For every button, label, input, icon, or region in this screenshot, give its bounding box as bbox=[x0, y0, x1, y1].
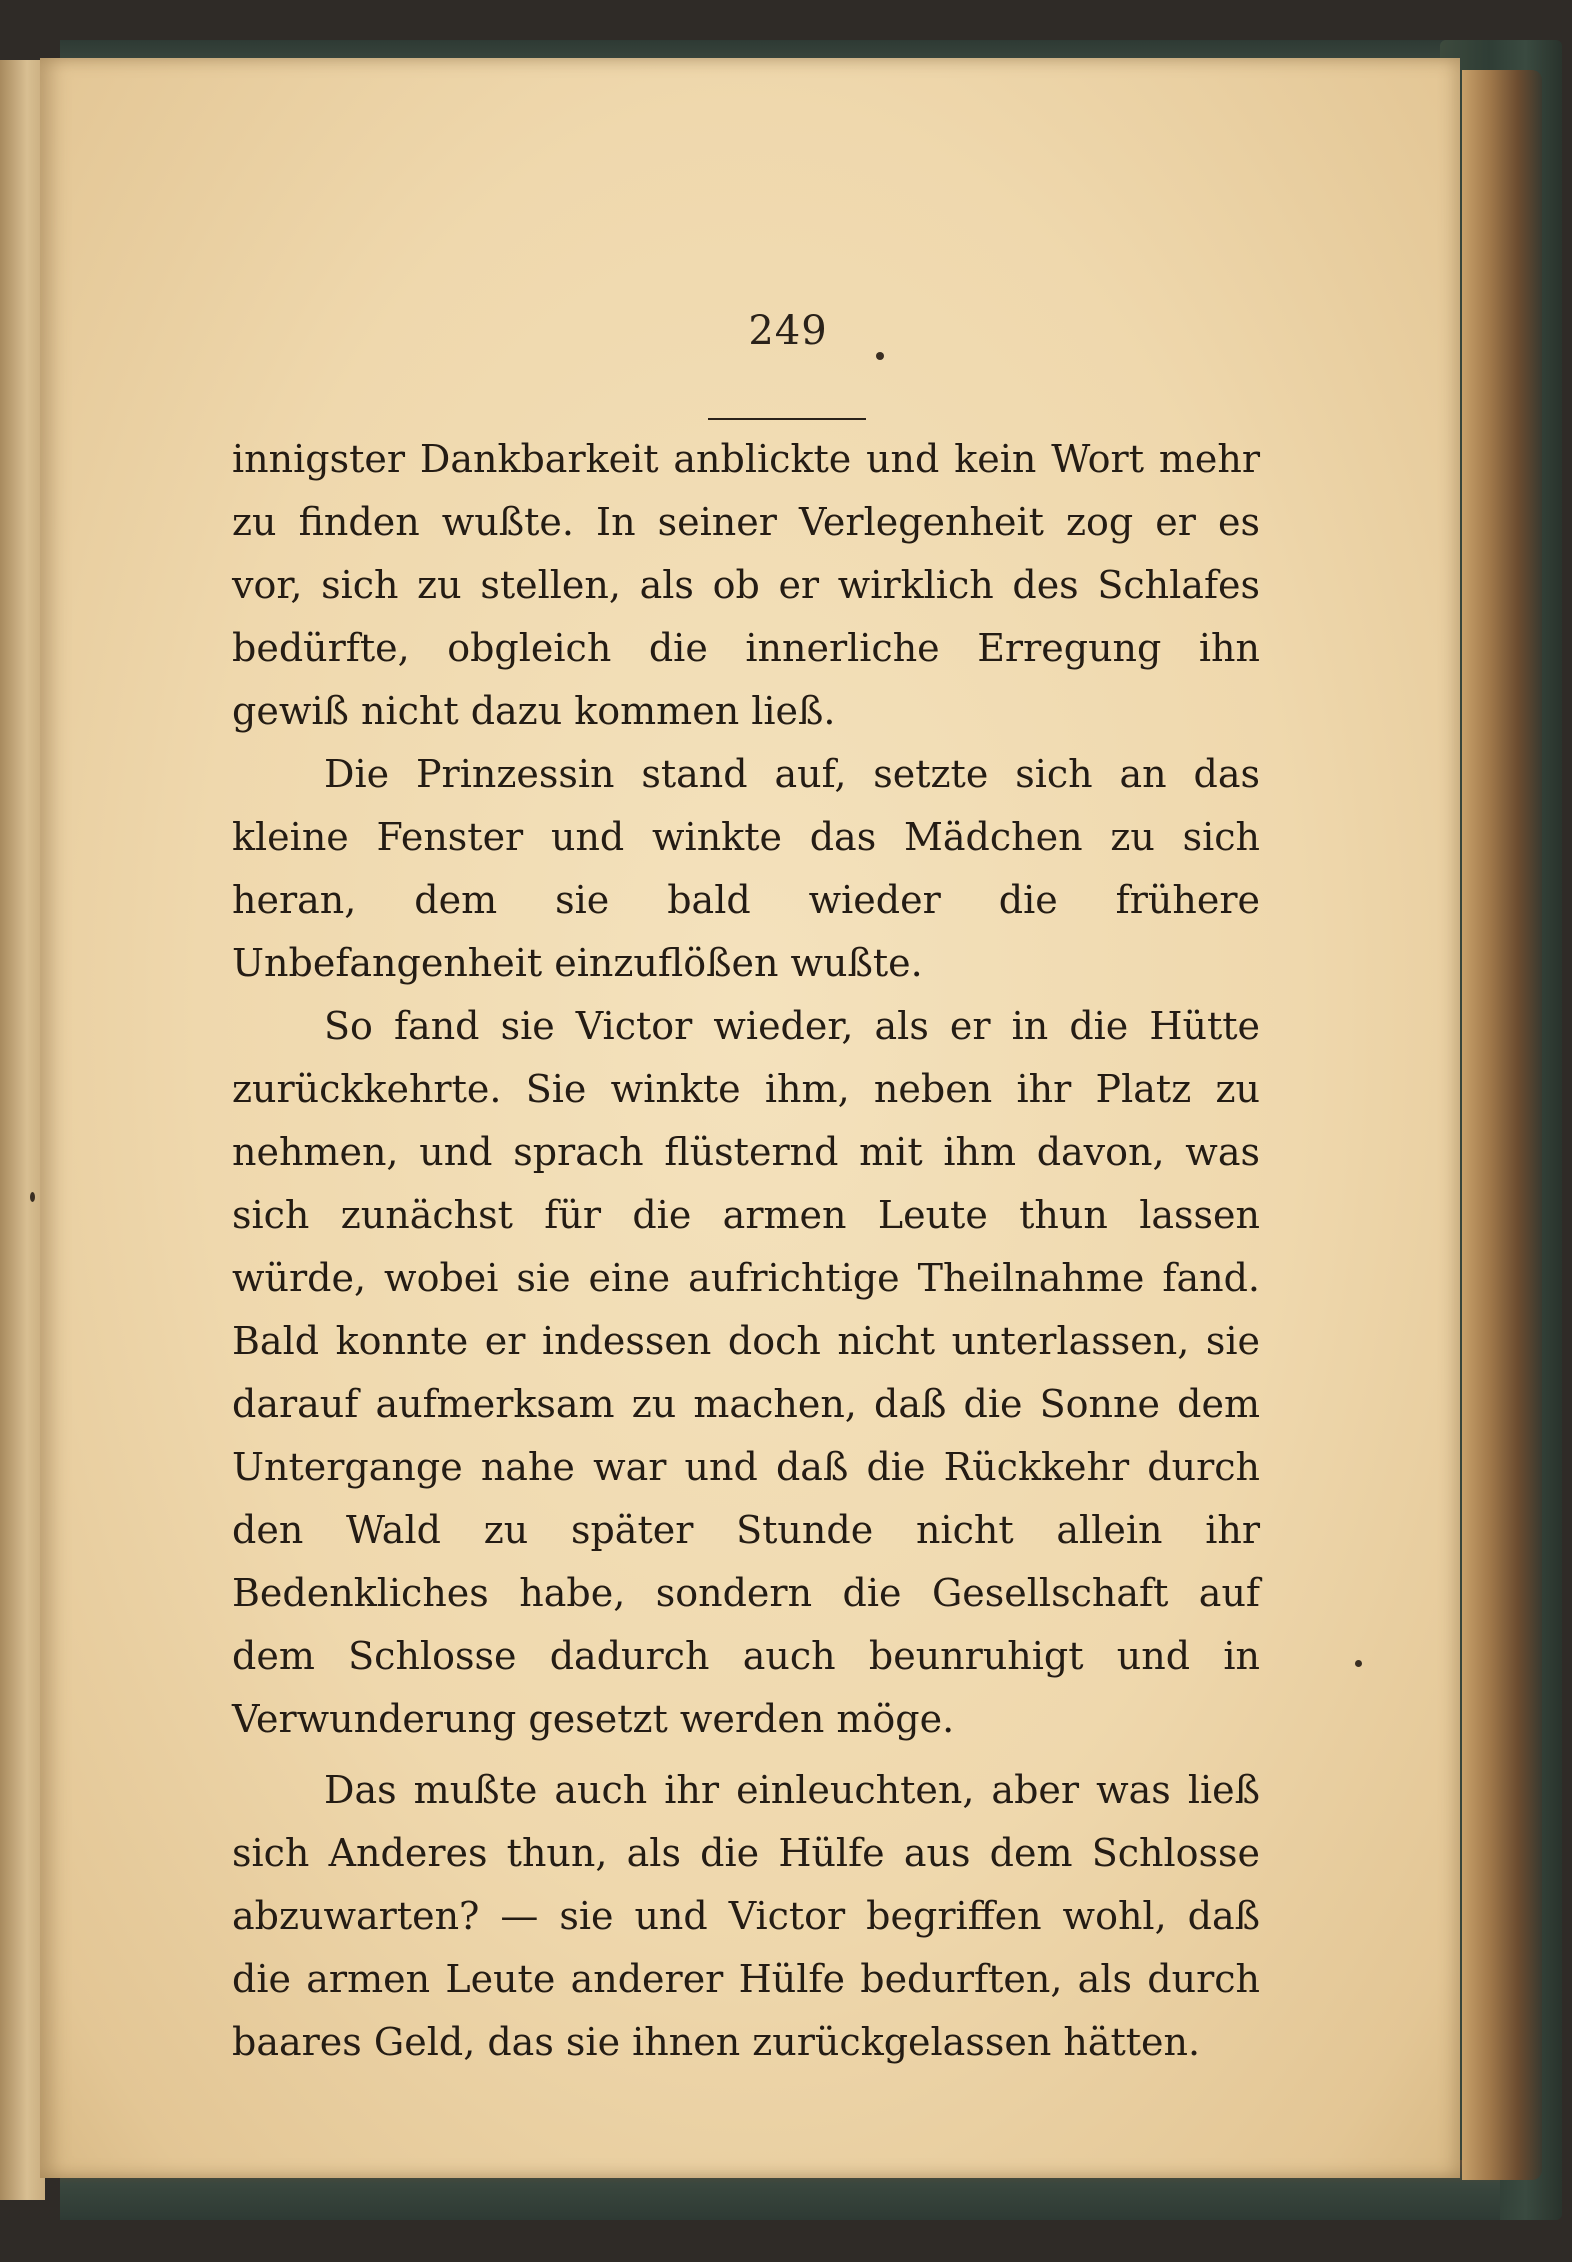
page-number: 249 bbox=[748, 308, 828, 354]
paper-speck bbox=[1355, 1660, 1362, 1667]
paragraph-3: So fand sie Victor wieder, als er in die Hütte zurückkehrte. Sie winkte ihm, neben ihr Platz zu nehmen, und sprach flüsternd mit ihm davon, was sich zunächst für die armen Leute thun lassen würde, wobei sie eine aufrichtige Theilnahme fand. Bald konnte er indessen doch nicht unterlassen, sie darauf aufmerksam zu machen, daß die Sonne dem Untergange nahe war und daß die Rückkehr durch den Wald zu später Stunde nicht allein ihr Bedenkliches habe, sondern die Gesellschaft auf dem Schlosse dadurch auch beunruhigt und in Verwunderung gesetzt werden möge. bbox=[232, 1004, 1260, 1741]
paragraph-4: Das mußte auch ihr einleuchten, aber was ließ sich Anderes thun, als die Hülfe aus dem Schlosse abzuwarten? — sie und Victor begriffen wohl, daß die armen Leute anderer Hülfe bedurften, als durch baares Geld, das sie ihnen zurückgelassen hätten. bbox=[232, 1768, 1260, 2064]
page-number-rule bbox=[708, 418, 866, 420]
paragraph-2: Die Prinzessin stand auf, setzte sich an das kleine Fenster und winkte das Mädchen zu sich heran, dem sie bald wieder die frühere Unbefangenheit einzuflößen wußte. bbox=[232, 752, 1260, 985]
page-body-text bbox=[232, 428, 1260, 2074]
page-stack-edge bbox=[1462, 70, 1542, 2180]
facing-page-sliver bbox=[0, 60, 45, 2200]
paper-speck bbox=[30, 1192, 35, 1202]
paragraph-1: innigster Dankbarkeit anblickte und kein Wort mehr zu finden wußte. In seiner Verlegenheit zog er es vor, sich zu stellen, als ob er wirklich des Schlafes bedürfte, obgleich die innerliche Erregung ihn gewiß nicht dazu kommen ließ. bbox=[232, 437, 1260, 733]
paper-speck bbox=[876, 352, 884, 360]
